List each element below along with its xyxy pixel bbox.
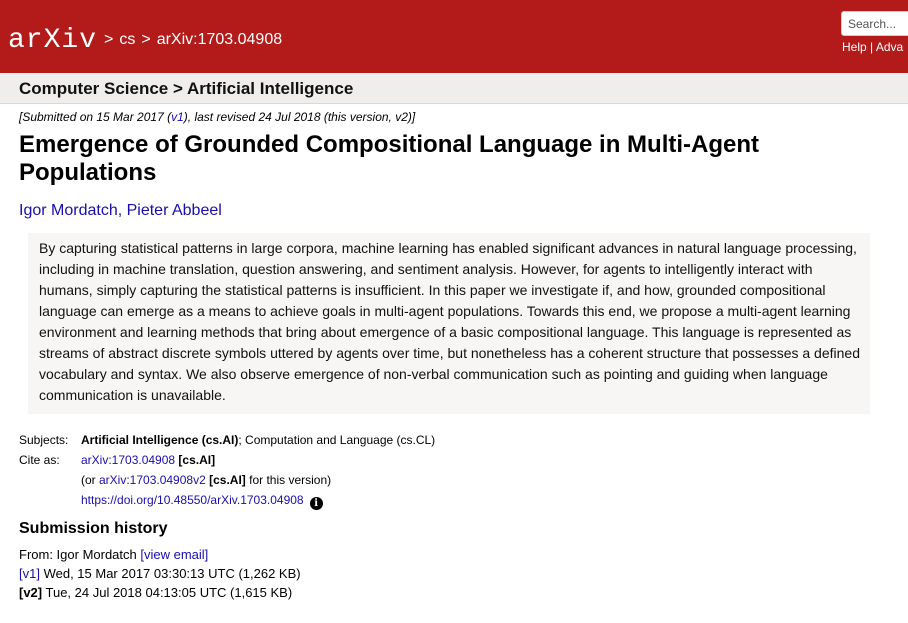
- info-icon[interactable]: i: [310, 497, 323, 510]
- history-from: [19, 545, 301, 564]
- submission-dateline: [19, 110, 415, 124]
- author-list: [19, 202, 222, 220]
- abstract: By capturing statistical patterns in large corpora, machine learning has enabled significant advances in natural language processing, including in machine translation, question answering, and sentiment analysis. However, for agents to intelligently interact with humans, simply capturing the statistical patterns is insufficient. In this paper we investigate if, and how, grounded compositional language can emerge as a means to achieve goals in multi-agent populations. Towards this end, we propose a multi-agent learning environment and learning methods that bring about emergence of a basic compositional language. This language is represented as streams of abstract discrete symbols uttered by agents over time, but nonetheless has a coherent structure that possesses a defined vocabulary and syntax. We also observe emergence of non-verbal communication such as pointing and guiding when language communication is unavailable.: [28, 233, 870, 414]
- cite-v2-suffix: for this version): [245, 473, 332, 487]
- site-header: [0, 0, 908, 73]
- subjects-row: [19, 430, 435, 450]
- doi-value: [81, 490, 435, 510]
- arxiv-logo[interactable]: [8, 20, 100, 56]
- primary-subject: Artificial Intelligence (cs.AI): [81, 433, 239, 447]
- header-link-separator: |: [870, 40, 874, 54]
- breadcrumb-paper-id[interactable]: arXiv:1703.04908: [156, 31, 283, 48]
- submission-history: [19, 545, 301, 602]
- subject-title: Computer Science > Artificial Intelligence: [19, 79, 354, 98]
- cite-row: [19, 450, 435, 470]
- secondary-subjects: ; Computation and Language (cs.CL): [238, 433, 436, 447]
- author-link[interactable]: Pieter Abbeel: [126, 202, 222, 219]
- dateline-suffix: ), last revised 24 Jul 2018 (this version, v2)]: [183, 110, 416, 124]
- submission-history-heading: Submission history: [19, 520, 168, 537]
- subjects-label: Subjects:: [19, 433, 69, 447]
- cite-or: (or: [81, 473, 99, 487]
- help-link[interactable]: Help: [842, 40, 867, 54]
- breadcrumb-sep: >: [141, 31, 151, 48]
- history-v2: [19, 583, 301, 602]
- dateline-v1-link[interactable]: v1: [171, 110, 184, 124]
- doi-row: [19, 490, 435, 510]
- history-from-text: From: Igor Mordatch: [19, 547, 141, 562]
- header-links: [842, 40, 903, 54]
- search-input[interactable]: [841, 11, 908, 36]
- arxiv-logo-icon: [8, 23, 100, 53]
- cite-label: Cite as:: [19, 453, 60, 467]
- cite-version-value: [81, 470, 435, 490]
- cite-value: [81, 450, 435, 470]
- cite-version-row: [19, 470, 435, 490]
- history-v2-text: Tue, 24 Jul 2018 04:13:05 UTC (1,615 KB): [42, 585, 293, 600]
- history-v2-label: [v2]: [19, 585, 43, 600]
- subjects-value: [81, 430, 435, 450]
- dateline-prefix: [Submitted on 15 Mar 2017 (: [19, 110, 172, 124]
- cite-v2-link[interactable]: arXiv:1703.04908v2: [99, 473, 206, 487]
- doi-link[interactable]: https://doi.org/10.48550/arXiv.1703.04908: [81, 493, 304, 507]
- history-v1-text: Wed, 15 Mar 2017 03:30:13 UTC (1,262 KB): [39, 566, 301, 581]
- advanced-search-link[interactable]: Adva: [875, 40, 904, 54]
- metadata-table: [19, 430, 435, 510]
- author-separator: ,: [117, 202, 127, 219]
- history-v1-link[interactable]: [v1]: [19, 566, 40, 581]
- history-v1: [19, 564, 301, 583]
- svg-text:arXiv: arXiv: [8, 25, 98, 53]
- view-email-link[interactable]: [view email]: [140, 547, 209, 562]
- cite-v2-tag: [cs.AI]: [209, 473, 246, 487]
- breadcrumb: [104, 31, 282, 49]
- breadcrumb-cs[interactable]: cs: [119, 31, 136, 48]
- cite-id-link[interactable]: arXiv:1703.04908: [81, 453, 176, 467]
- breadcrumb-sep: >: [104, 31, 114, 48]
- author-link[interactable]: Igor Mordatch: [19, 202, 118, 219]
- paper-title: Emergence of Grounded Compositional Language in Multi-Agent Populations: [19, 131, 760, 186]
- cite-tag: [cs.AI]: [178, 453, 216, 467]
- subject-bar: [0, 73, 908, 104]
